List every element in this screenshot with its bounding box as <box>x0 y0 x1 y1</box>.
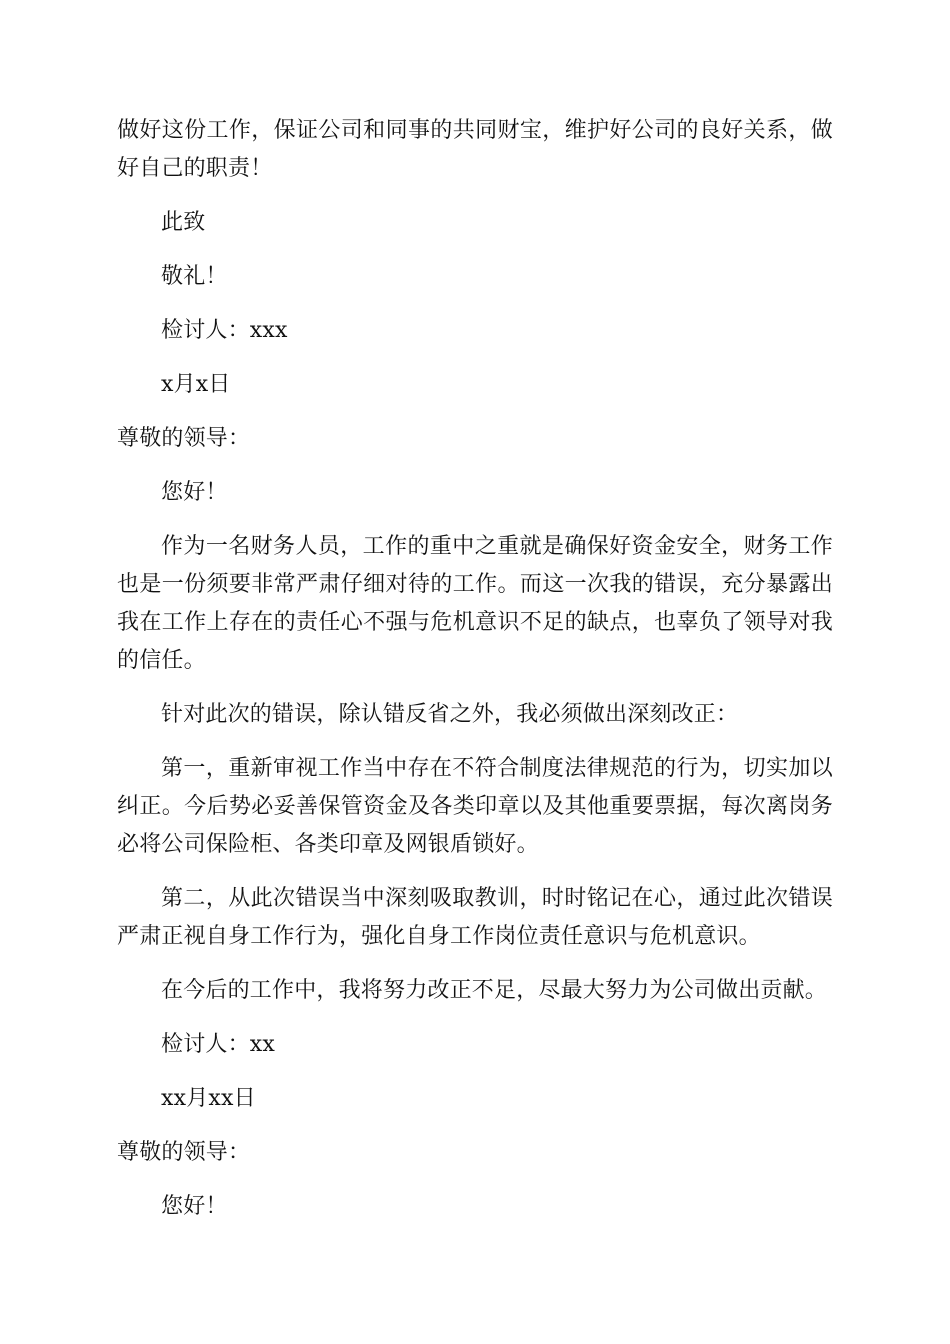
body-paragraph: 第一，重新审视工作当中存在不符合制度法律规范的行为，切实加以纠正。今后势必妥善保管资金及各类印章以及其他重要票据，每次离岗务必将公司保险柜、各类印章及网银盾锁好。 <box>117 756 833 857</box>
greeting-hello: 您好！ <box>161 1194 228 1219</box>
greeting-recipient: 尊敬的领导： <box>117 426 251 451</box>
signature-line: 检讨人：xx <box>161 1032 276 1057</box>
body-paragraph: 第二，从此次错误当中深刻吸取教训，时时铭记在心，通过此次错误严肃正视自身工作行为，强化自身工作岗位责任意识与危机意识。 <box>117 886 833 949</box>
body-paragraph: 作为一名财务人员，工作的重中之重就是确保好资金安全，财务工作也是一份须要非常严肃仔细对待的工作。而这一次我的错误，充分暴露出我在工作上存在的责任心不强与危机意识不足的缺点，也辜负了领导对我的信任。 <box>117 534 833 673</box>
document-body <box>117 112 833 1242</box>
body-paragraph: 在今后的工作中，我将努力改正不足，尽最大努力为公司做出贡献。 <box>161 978 828 1003</box>
paragraph-continuation: 做好这份工作，保证公司和同事的共同财宝，维护好公司的良好关系，做好自己的职责！ <box>117 118 833 181</box>
date-line: xx月xx日 <box>161 1086 256 1111</box>
body-paragraph: 针对此次的错误，除认错反省之外，我必须做出深刻改正： <box>161 702 739 727</box>
closing-salutation-1: 此致 <box>161 210 206 235</box>
greeting-recipient: 尊敬的领导： <box>117 1140 251 1165</box>
closing-salutation-2: 敬礼！ <box>161 264 228 289</box>
signature-line: 检讨人：xxx <box>161 318 288 343</box>
date-line: x月x日 <box>161 372 231 397</box>
greeting-hello: 您好！ <box>161 480 228 505</box>
